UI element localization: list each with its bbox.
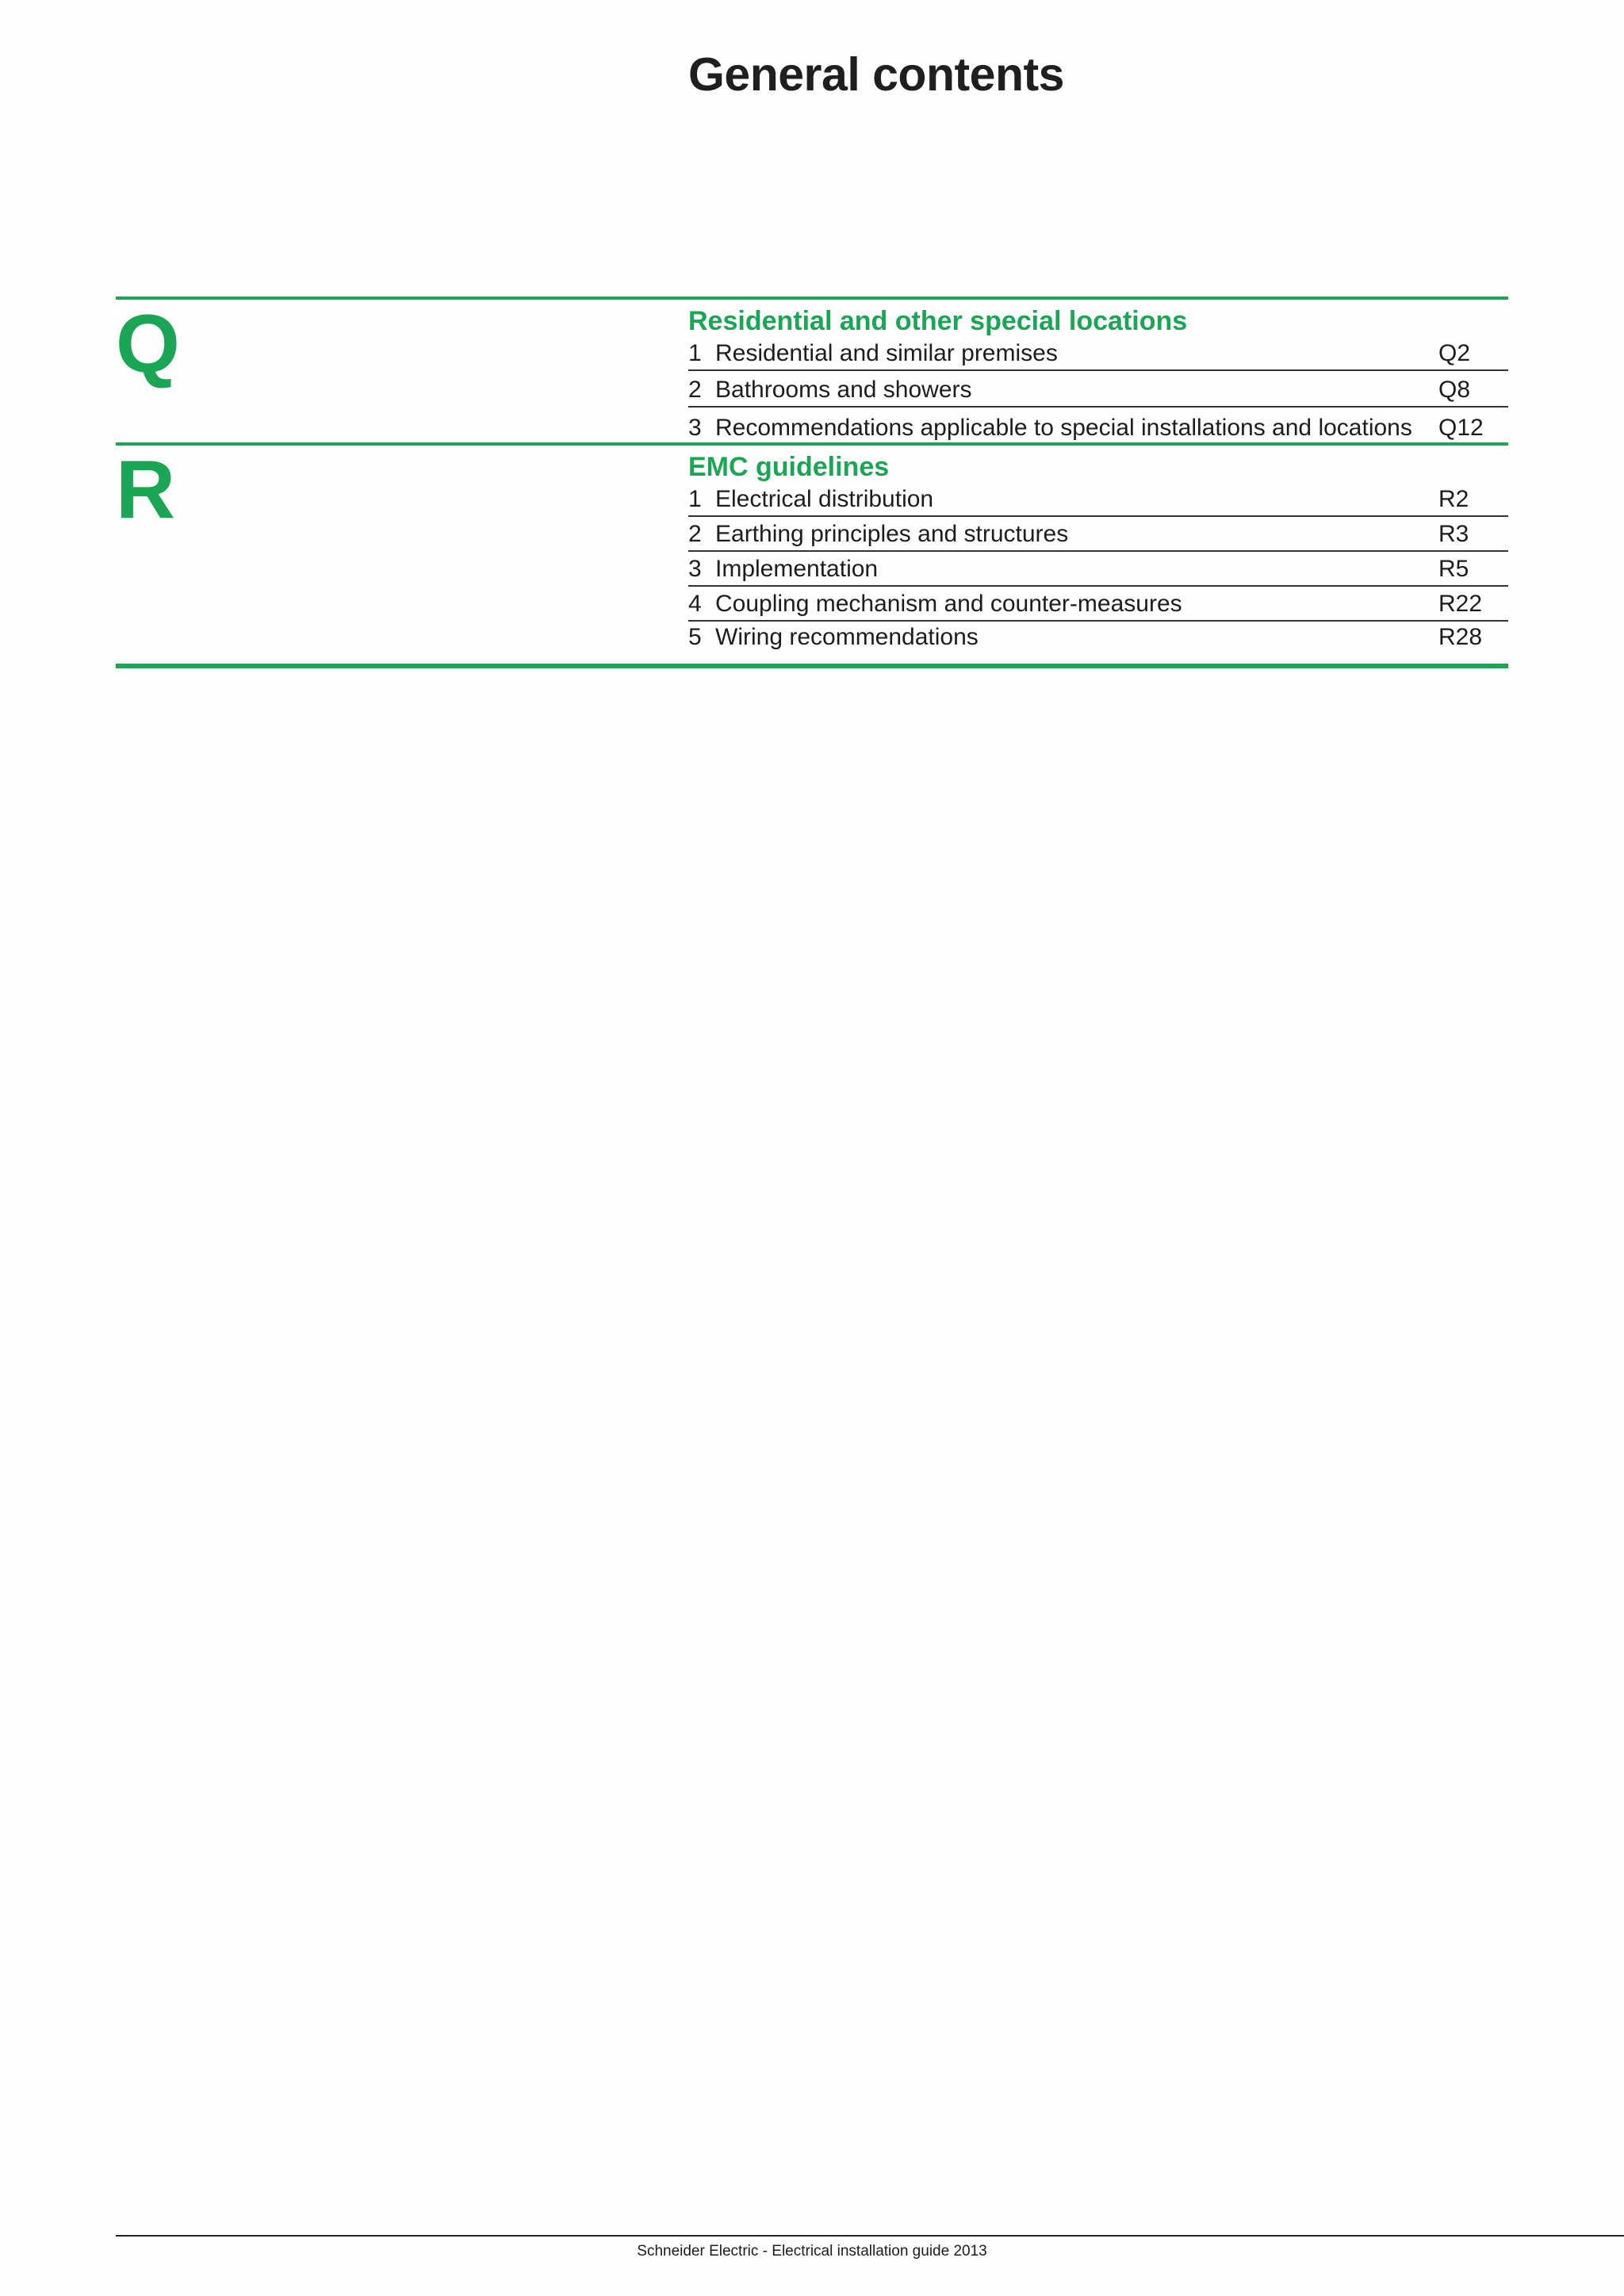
entry-page: R28 xyxy=(1438,624,1483,650)
entry-number: 2 xyxy=(688,377,702,403)
entry-page: R3 xyxy=(1438,521,1469,547)
entry-number: 3 xyxy=(688,415,702,441)
footer-text: Schneider Electric - Electrical installation guide 2013 xyxy=(637,2243,987,2260)
section-body xyxy=(688,450,1508,653)
entry-title: Recommendations applicable to special installations and locations xyxy=(715,415,1412,441)
entry-title: Implementation xyxy=(715,556,879,582)
section-title[interactable]: Residential and other special locations xyxy=(688,306,1188,336)
toc-entry[interactable] xyxy=(688,517,1508,552)
entry-page: R22 xyxy=(1438,591,1483,617)
entry-title: Wiring recommendations xyxy=(715,624,979,650)
section-r xyxy=(116,442,1508,664)
entry-number: 2 xyxy=(688,521,702,547)
contents-bottom-rule xyxy=(116,664,1508,668)
section-q xyxy=(116,297,1508,442)
footer-rule xyxy=(116,2235,1624,2237)
toc-entry[interactable] xyxy=(688,587,1508,622)
section-letter: Q xyxy=(116,298,180,390)
entry-title: Residential and similar premises xyxy=(715,340,1058,366)
section-body xyxy=(688,304,1508,444)
entry-page: Q12 xyxy=(1438,415,1484,441)
entry-title: Bathrooms and showers xyxy=(715,377,972,403)
entry-title: Electrical distribution xyxy=(715,486,934,512)
toc-entry[interactable] xyxy=(688,408,1508,444)
entry-page: Q8 xyxy=(1438,377,1471,403)
page-title: General contents xyxy=(688,48,1064,101)
toc-entry[interactable] xyxy=(688,371,1508,408)
entry-number: 1 xyxy=(688,486,702,512)
toc-entry[interactable] xyxy=(688,484,1508,517)
entry-number: 5 xyxy=(688,624,702,650)
entry-title: Earthing principles and structures xyxy=(715,521,1069,547)
toc-entry[interactable] xyxy=(688,622,1508,653)
entry-title: Coupling mechanism and counter-measures xyxy=(715,591,1182,617)
entry-number: 1 xyxy=(688,340,702,366)
toc-entry[interactable] xyxy=(688,552,1508,587)
toc-entry[interactable] xyxy=(688,338,1508,371)
entry-number: 4 xyxy=(688,591,702,617)
entry-number: 3 xyxy=(688,556,702,582)
entry-page: R5 xyxy=(1438,556,1469,582)
entry-page: R2 xyxy=(1438,486,1469,512)
section-title[interactable]: EMC guidelines xyxy=(688,452,890,482)
entry-page: Q2 xyxy=(1438,340,1471,366)
section-letter: R xyxy=(116,444,176,536)
